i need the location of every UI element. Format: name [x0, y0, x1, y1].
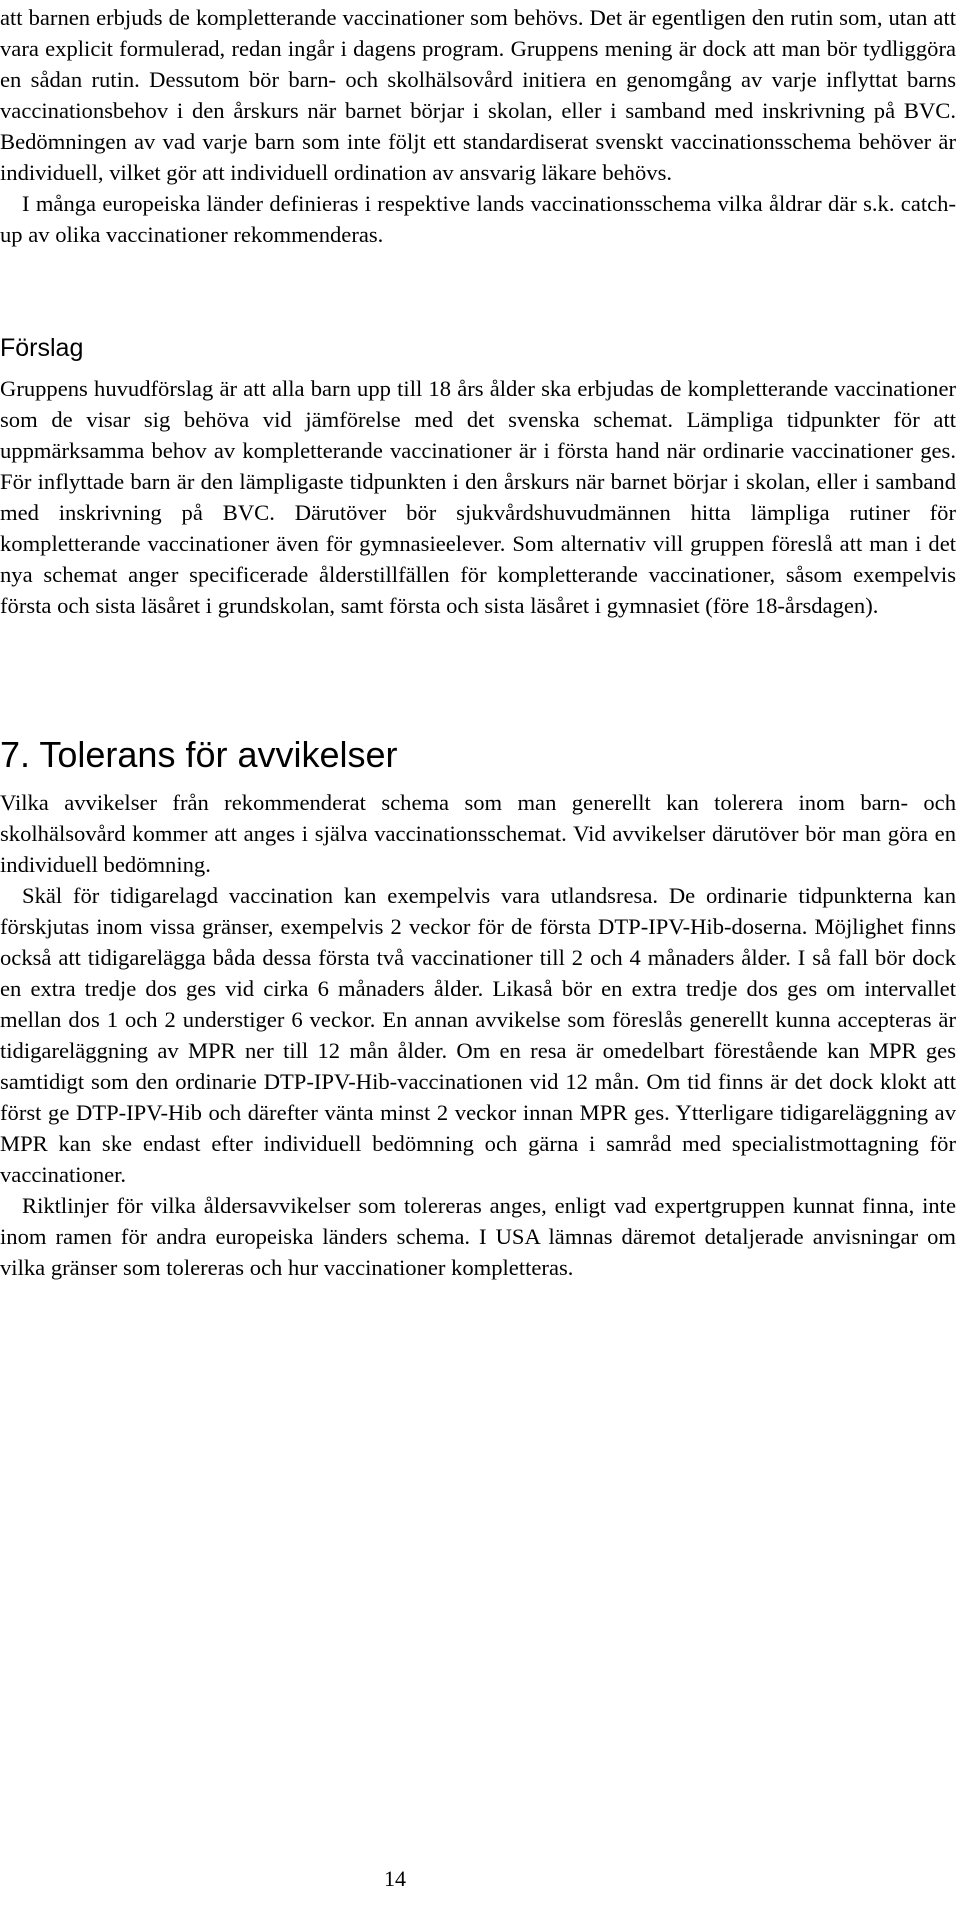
section-heading-forslag: Förslag — [0, 334, 84, 362]
paragraph-tolerans-3: Riktlinjer för vilka åldersavvikelser som tolereras anges, enligt vad expertgruppen kunnat finna, inte inom ramen för andra europeiska länders schema. I USA lämnas däremot detaljerade anvisningar om vilka gränser som tolereras och hur vaccinationer kompletteras. — [0, 1193, 956, 1280]
intro-block — [0, 2, 956, 250]
section-heading-tolerans: 7. Tolerans för avvikelser — [0, 734, 398, 775]
paragraph-intro-1: att barnen erbjuds de kompletterande vaccinationer som behövs. Det är egentligen den rutin som, utan att vara explicit formulerad, redan ingår i dagens program. Gruppens mening är dock att man bör tydliggöra en sådan rutin. Dessutom bör barn- och skolhälsovård initiera en genomgång av varje inflyttat barns vaccinationsbehov i den årskurs när barnet börjar i skolan, eller i samband med inskrivning på BVC. Bedömningen av vad varje barn som inte följt ett standardiserat svenskt vaccinationsschema behöver är individuell, vilket gör att individuell ordination av ansvarig läkare behövs. — [0, 5, 956, 185]
page-number: 14 — [384, 1866, 406, 1891]
paragraph-tolerans-1: Vilka avvikelser från rekommenderat schema som man generellt kan tolerera inom barn- och skolhälsovård kommer att anges i själva vaccinationsschemat. Vid avvikelser därutöver bör man göra en individuell bedömning. — [0, 790, 956, 877]
section-7-body — [0, 787, 956, 1283]
forslag-body — [0, 373, 956, 621]
paragraph-forslag-1: Gruppens huvudförslag är att alla barn upp till 18 års ålder ska erbjudas de kompletterande vaccinationer som de visar sig behöva vid jämförelse med det svenska schemat. Lämpliga tidpunkter för att uppmärksamma behov av kompletterande vaccinationer är i första hand när ordinarie vaccinationer ges. För inflyttade barn är den lämpligaste tidpunkten i den årskurs när barnet börjar i skolan, eller i samband med inskrivning på BVC. Därutöver bör sjukvårdshuvudmännen hitta lämpliga rutiner för kompletterande vaccinationer även för gymnasieelever. Som alternativ vill gruppen föreslå att man i det nya schemat anger specificerade ålderstillfällen för kompletterande vaccinationer, såsom exempelvis första och sista läsåret i grundskolan, samt första och sista läsåret i gymnasiet (före 18-årsdagen). — [0, 376, 956, 618]
forslag-section — [0, 333, 956, 363]
paragraph-tolerans-2: Skäl för tidigarelagd vaccination kan exempelvis vara utlandsresa. De ordinarie tidpunkterna kan förskjutas inom vissa gränser, exempelvis 2 veckor för de första DTP-IPV-Hib-doserna. Möjlighet finns också att tidigarelägga båda dessa första två vaccinationer till 2 och 4 månaders ålder. I så fall bör dock en extra tredje dos ges vid cirka 6 månaders ålder. Likaså bör en extra tredje dos ges om intervallet mellan dos 1 och 2 understiger 6 veckor. En annan avvikelse som föreslås generellt kunna accepteras är tidigareläggning av MPR ner till 12 mån ålder. Om en resa är omedelbart förestående kan MPR ges samtidigt som den ordinarie DTP-IPV-Hib-vaccinationen vid 12 mån. Om tid finns är det dock klokt att först ge DTP-IPV-Hib och därefter vänta minst 2 veckor innan MPR ges. Ytterligare tidigareläggning av MPR kan ske endast efter individuell bedömning och gärna i samråd med specialistmottagning för vaccinationer. — [0, 883, 956, 1187]
section-7 — [0, 733, 956, 777]
paragraph-intro-2: I många europeiska länder definieras i respektive lands vaccinationsschema vilka åldrar där s.k. catch-up av olika vaccinationer rekommenderas. — [0, 191, 956, 247]
